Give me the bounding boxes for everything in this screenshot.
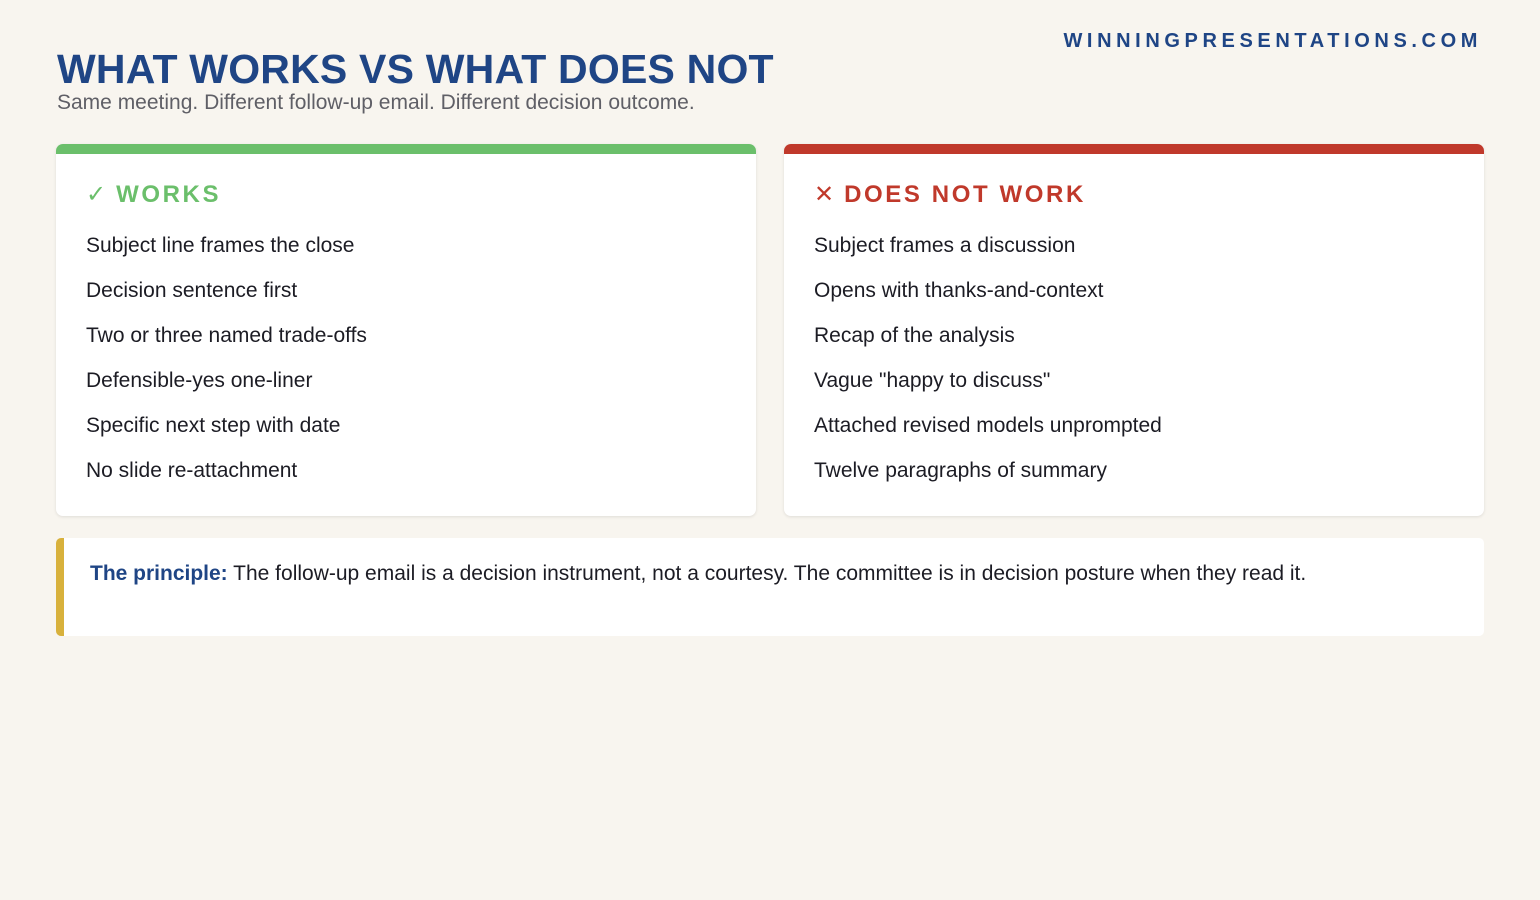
- list-item: Two or three named trade-offs: [86, 324, 367, 347]
- does-not-work-card-accent-bar: [784, 144, 1484, 154]
- does-not-work-heading: [814, 180, 1086, 209]
- list-item: Subject frames a discussion: [814, 234, 1076, 257]
- works-card-accent-bar: [56, 144, 756, 154]
- does-not-work-card: [784, 144, 1484, 516]
- list-item: Twelve paragraphs of summary: [814, 459, 1107, 482]
- works-list: [86, 232, 367, 502]
- list-item: Recap of the analysis: [814, 324, 1015, 347]
- list-item: Defensible-yes one-liner: [86, 369, 313, 392]
- brand-website: WINNINGPRESENTATIONS.COM: [1063, 30, 1482, 52]
- does-not-work-heading-label: DOES NOT WORK: [844, 180, 1086, 208]
- principle-text: The follow-up email is a decision instrument, not a courtesy. The committee is in decision posture when they read it.: [233, 562, 1307, 585]
- list-item: Opens with thanks-and-context: [814, 279, 1104, 302]
- cross-icon: ✕: [814, 181, 835, 208]
- list-item: Specific next step with date: [86, 414, 341, 437]
- list-item: Vague "happy to discuss": [814, 369, 1051, 392]
- page-subtitle: Same meeting. Different follow-up email. Different decision outcome.: [57, 91, 695, 114]
- works-heading-label: WORKS: [116, 180, 222, 208]
- works-heading: [86, 180, 221, 209]
- principle-label: The principle:: [90, 562, 228, 585]
- check-icon: ✓: [86, 181, 107, 208]
- works-card: [56, 144, 756, 516]
- list-item: Attached revised models unprompted: [814, 414, 1162, 437]
- does-not-work-list: [814, 232, 1162, 502]
- list-item: Subject line frames the close: [86, 234, 355, 257]
- page-title: WHAT WORKS VS WHAT DOES NOT: [57, 46, 774, 92]
- principle-callout: [56, 538, 1484, 636]
- list-item: Decision sentence first: [86, 279, 298, 302]
- list-item: No slide re-attachment: [86, 459, 298, 482]
